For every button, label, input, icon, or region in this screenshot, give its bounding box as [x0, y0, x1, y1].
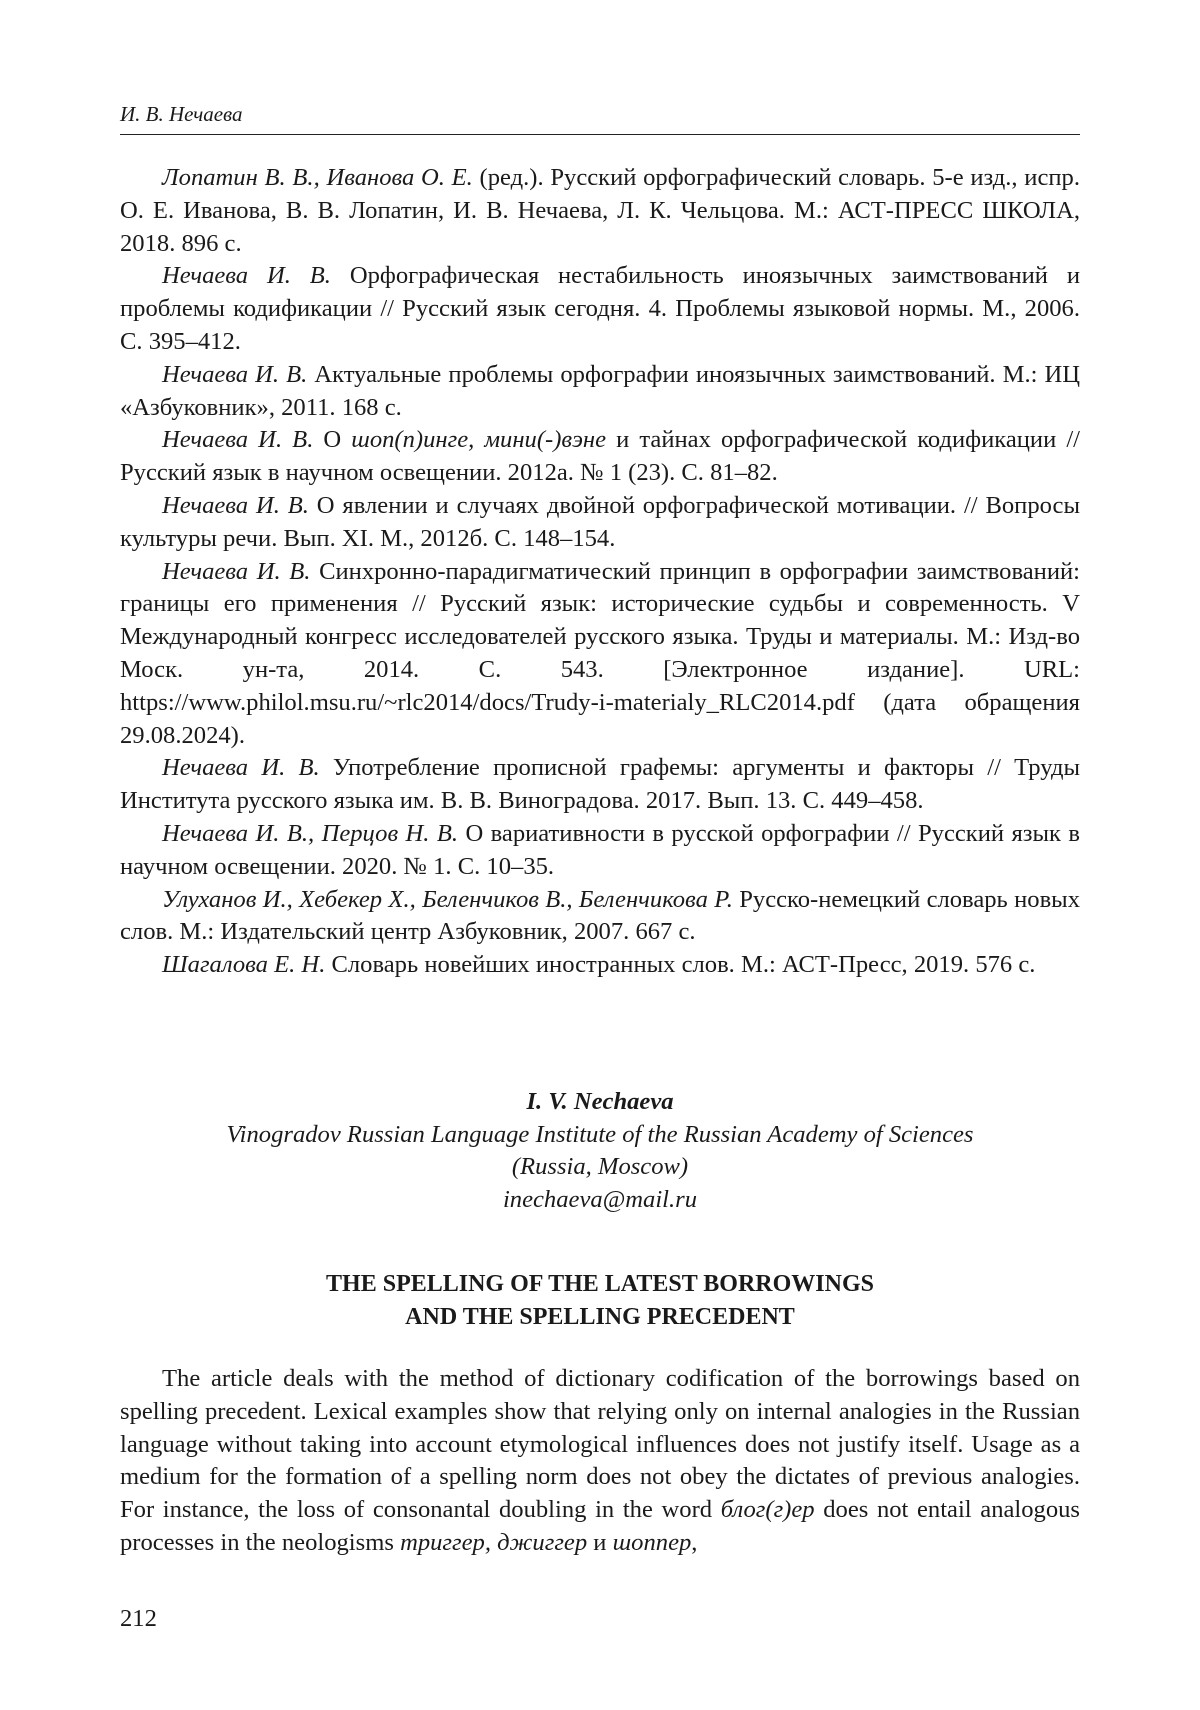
reference-item	[120, 949, 1080, 982]
abstract-text: и	[587, 1528, 613, 1556]
abstract-example: шоппер	[612, 1528, 692, 1556]
abstract-paragraph	[120, 1363, 1080, 1560]
header-rule	[120, 134, 1080, 135]
reference-item	[120, 884, 1080, 950]
reference-item	[120, 556, 1080, 753]
abstract-example: блог(г)ер	[720, 1496, 815, 1524]
reference-item	[120, 818, 1080, 884]
reference-text: Русско-немецкий словарь новых слов. М.: Издательский центр Азбуковник, 2007. 667 с.	[120, 885, 1080, 946]
article-title	[120, 1268, 1080, 1333]
title-line: AND THE SPELLING PRECEDENT	[405, 1303, 795, 1330]
reference-text: и тайнах орфографической кодификации // Русский язык в научном освещении. 2012а. № 1 (23). С. 81–82.	[120, 426, 1080, 487]
reference-authors: Нечаева И. В., Перцов Н. В.	[162, 819, 459, 847]
reference-authors: Шагалова Е. Н.	[162, 951, 326, 979]
reference-text: О вариативности в русской орфографии // Русский язык в научном освещении. 2020. № 1. С. 10–35.	[120, 819, 1080, 880]
running-head: И. В. Нечаева	[120, 102, 243, 126]
title-line: THE SPELLING OF THE LATEST BORROWINGS	[326, 1271, 874, 1297]
reference-item	[120, 359, 1080, 425]
abstract	[120, 1363, 1080, 1560]
reference-italic-words: шоп(п)инге, мини(-)вэне	[351, 426, 607, 454]
document-page	[120, 0, 1080, 1710]
reference-text: Употребление прописной графемы: аргументы и факторы // Труды Института русского языка им. В. В. Виноградова. 2017. Вып. 13. С. 449–458.	[120, 754, 1080, 815]
author-location: (Russia, Moscow)	[511, 1153, 689, 1180]
reference-item	[120, 162, 1080, 260]
reference-item	[120, 424, 1080, 490]
reference-authors: Улуханов И., Хебекер Х., Беленчиков В., Беленчикова Р.	[162, 885, 733, 913]
reference-text: Словарь новейших иностранных слов. М.: АСТ-Пресс, 2019. 576 с.	[325, 951, 1036, 979]
reference-authors: Нечаева И. В.	[162, 491, 309, 519]
author-affiliation: Vinogradov Russian Language Institute of the Russian Academy of Sciences	[226, 1120, 974, 1148]
abstract-text: does not entail analogous processes in the neologisms	[120, 1496, 1080, 1556]
reference-authors: Лопатин В. В., Иванова О. Е.	[162, 164, 473, 191]
reference-item	[120, 490, 1080, 556]
author-email[interactable]: inechaeva@mail.ru	[502, 1185, 698, 1213]
abstract-example: триггер, джиггер	[400, 1528, 588, 1556]
author-name: I. V. Nechaeva	[526, 1088, 674, 1115]
reference-text-before: О	[313, 426, 352, 454]
reference-text: Актуальные проблемы орфографии иноязычных заимствований. М.: ИЦ «Азбуковник», 2011. 168 с.	[120, 360, 1080, 421]
reference-text: (ред.). Русский орфографический словарь. 5-е изд., испр. О. Е. Иванова, В. В. Лопатин, И. В. Нечаева, Л. К. Чельцова. М.: АСТ-ПРЕСС ШКОЛА, 2018. 896 с.	[120, 164, 1080, 257]
reference-authors: Нечаева И. В.	[162, 360, 308, 388]
author-block	[120, 1086, 1080, 1216]
reference-text: О явлении и случаях двойной орфографической мотивации. // Вопросы культуры речи. Вып. XI. М., 2012б. С. 148–154.	[120, 491, 1080, 552]
reference-authors: Нечаева И. В.	[162, 262, 331, 290]
reference-text: Орфографическая нестабильность иноязычных заимствований и проблемы кодификации // Русский язык сегодня. 4. Проблемы языковой нормы. М., 2006. С. 395–412.	[120, 262, 1080, 355]
reference-list	[120, 162, 1080, 982]
reference-authors: Нечаева И. В.	[162, 426, 314, 454]
reference-text: Синхронно-парадигматический принцип в орфографии заимствований: границы его применения // Русский язык: исторические судьбы и современность. V Международный конгресс исследователей русского языка. Труды и материалы. М.: Изд-во Моск. ун-та, 2014. С. 543. [Электронное издание]. URL: https://www.philol.msu.ru/~rlc2014/docs/Trudy-i-materialy_RLC2014.pdf (дата обращения 29.08.2024).	[120, 557, 1080, 749]
abstract-text: The article deals with the method of dictionary codification of the borrowings based on spelling precedent. Lexical examples show that relying only on internal analogies in the Russian language without taking into account etymological influences does not justify itself. Usage as a medium for the formation of a spelling norm does not obey the dictates of previous analogies. For instance, the loss of consonantal doubling in the word	[120, 1365, 1080, 1524]
abstract-text: ,	[691, 1528, 698, 1556]
reference-authors: Нечаева И. В.	[162, 754, 320, 782]
reference-item	[120, 752, 1080, 818]
page-number: 212	[120, 1605, 157, 1632]
reference-authors: Нечаева И. В.	[162, 557, 311, 585]
reference-item	[120, 260, 1080, 358]
